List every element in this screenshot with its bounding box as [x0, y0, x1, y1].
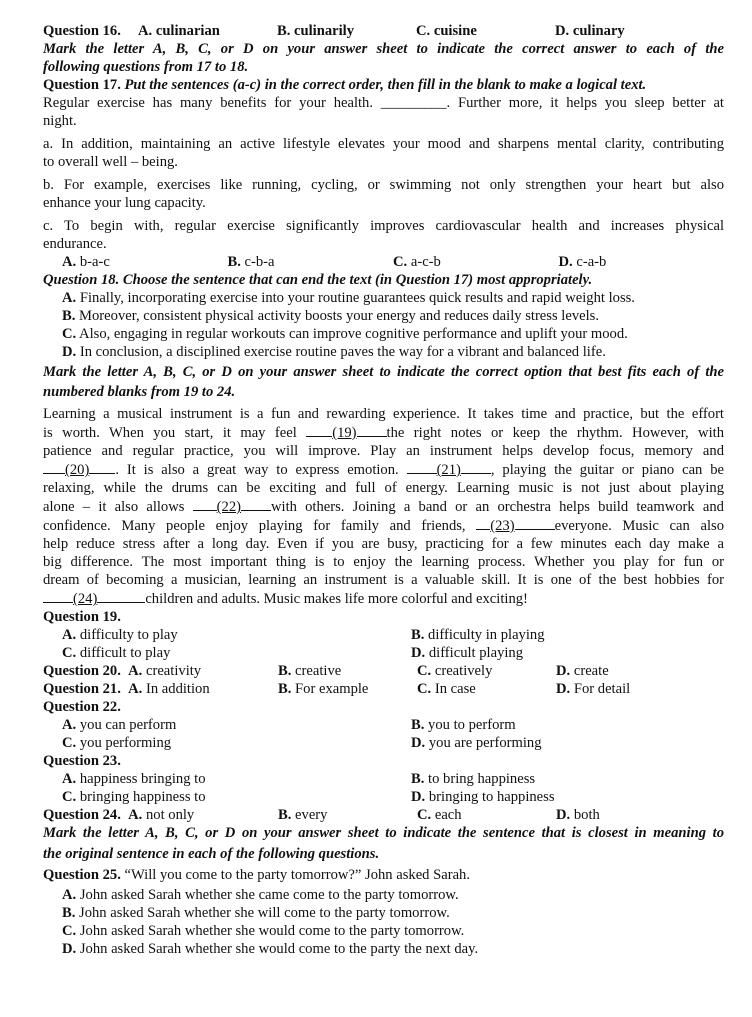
blank-20-post	[89, 460, 115, 474]
option-d: D. difficult playing	[411, 645, 524, 661]
passage-line: dream of becoming a musician, learning an instrument is a valuable skill. It is one of the best hobbies for	[43, 572, 724, 588]
option-b: B. culinarily	[277, 23, 355, 39]
passage-line: help reduce stress after a long day. Even if you are busy, practicing for a few minutes each day make a	[43, 536, 724, 552]
question-label: Question 16.	[43, 23, 121, 39]
passage-line: night.	[43, 113, 77, 129]
option-c: C. you performing	[62, 735, 172, 751]
sentence-b-cont: enhance your lung capacity.	[43, 195, 206, 211]
passage-line: (24) children and adults. Music makes life more colorful and exciting!	[43, 589, 724, 608]
passage-line: alone – it also allows (22) with others. Joining a band or an orchestra helps build teamwork and	[43, 499, 724, 515]
option-b: B. creative	[278, 663, 342, 679]
question-19-options-row1	[43, 626, 724, 644]
question-23-label: Question 23.	[43, 753, 121, 769]
blank-19-post	[357, 423, 387, 437]
sentence-c-cont: endurance.	[43, 236, 107, 252]
question-23-options-row2	[43, 788, 724, 806]
question-22-options-row1	[43, 716, 724, 734]
option-a: A. difficulty to play	[62, 627, 178, 643]
question-label: Question 17.	[43, 77, 121, 93]
instruction-line: the original sentence in each of the following questions.	[43, 846, 380, 862]
blank-24: (24)	[73, 591, 98, 607]
question-label-with-a: Question 21. A. In addition	[43, 681, 210, 697]
passage-line: Regular exercise has many benefits for your health. _________. Further more, it helps you sleep better at	[43, 95, 724, 111]
question-16	[43, 22, 724, 40]
option-c: C. In case	[417, 681, 476, 697]
option-a: A. John asked Sarah whether she came come to the party tomorrow.	[62, 887, 459, 903]
question-17-options	[43, 253, 724, 271]
option-c: C. Also, engaging in regular workouts can improve cognitive performance and uplift your mood.	[62, 326, 628, 342]
option-c: C. John asked Sarah whether she would come to the party tomorrow.	[62, 923, 465, 939]
option-a: A. Finally, incorporating exercise into your routine guarantees quick results and rapid weight loss.	[62, 290, 635, 306]
option-a: A. culinarian	[138, 23, 220, 39]
sentence-c: c. To begin with, regular exercise significantly improves cardiovascular health and increases physical	[43, 218, 724, 234]
option-c: C. each	[417, 807, 462, 823]
blank-20: (20)	[65, 462, 90, 478]
instruction-line: Mark the letter A, B, C, or D on your answer sheet to indicate the sentence that is closest in meaning to	[43, 825, 724, 841]
blank-21: (21)	[436, 462, 461, 478]
question-17-heading	[43, 76, 724, 94]
sentence-b: b. For example, exercises like running, cycling, or swimming not only strengthen your heart but also	[43, 177, 724, 193]
blank-19: (19)	[332, 425, 357, 441]
option-d: D. bringing to happiness	[411, 789, 555, 805]
blank-23-pre	[476, 516, 490, 530]
blank-21-post	[461, 460, 491, 474]
blank-23-post	[515, 516, 555, 530]
passage-line: Learning a musical instrument is a fun and rewarding experience. It takes time and practice, but the effort	[43, 406, 724, 422]
passage-line: confidence. Many people enjoy playing for family and friends, (23) everyone. Music can also	[43, 518, 724, 534]
option-b: B. every	[278, 807, 328, 823]
option-d: D. culinary	[555, 23, 625, 39]
option-d: D. create	[556, 663, 609, 679]
passage-line: patience and regular practice, you will improve. Play an instrument helps develop focus, memory and	[43, 443, 724, 459]
option-b: B. For example	[278, 681, 369, 697]
option-c: C. creatively	[417, 663, 493, 679]
answer-blank: _________	[380, 95, 447, 111]
question-22-label: Question 22.	[43, 699, 121, 715]
sentence-a-cont: to overall well – being.	[43, 154, 178, 170]
blank-20-pre	[43, 460, 65, 474]
question-18-heading: Question 18. Choose the sentence that can end the text (in Question 17) most appropriately.	[43, 272, 593, 288]
option-d: D. In conclusion, a disciplined exercise routine paves the way for a vibrant and balanced life.	[62, 344, 606, 360]
passage-line: (20) . It is also a great way to express emotion. (21) , playing the guitar or piano can be	[43, 460, 724, 479]
passage-line: relaxing, while the drums can be exciting and full of energy. Learning music is not just about playing	[43, 480, 724, 496]
option-b: B. Moreover, consistent physical activity boosts your energy and reduces daily stress levels.	[62, 308, 599, 324]
blank-19-pre	[306, 423, 332, 437]
instruction-line: Mark the letter A, B, C, or D on your answer sheet to indicate the correct option that best fits each of the	[43, 364, 724, 380]
question-25-heading	[43, 866, 724, 884]
question-21	[43, 680, 724, 698]
question-24	[43, 806, 724, 824]
option-a: A. b-a-c	[62, 254, 110, 270]
option-d: D. c-a-b	[558, 254, 607, 270]
question-label-with-a: Question 24. A. not only	[43, 807, 195, 823]
passage-line: is worth. When you start, it may feel (19) the right notes or keep the rhythm. However, with	[43, 425, 724, 441]
option-a: A. happiness bringing to	[62, 771, 206, 787]
blank-23: (23)	[490, 518, 515, 534]
option-c: C. bringing happiness to	[62, 789, 206, 805]
question-label: Question 25.	[43, 867, 121, 883]
blank-22-post	[241, 497, 271, 511]
question-prompt: Put the sentences (a-c) in the correct order, then fill in the blank to make a logical text.	[124, 77, 647, 93]
blank-22-pre	[193, 497, 217, 511]
option-b: B. you to perform	[411, 717, 516, 733]
blank-22: (22)	[216, 499, 241, 515]
option-b: B. c-b-a	[227, 254, 275, 270]
blank-24-pre	[43, 589, 73, 603]
question-20	[43, 662, 724, 680]
blank-24-post	[97, 589, 145, 603]
option-b: B. to bring happiness	[411, 771, 536, 787]
question-19-label: Question 19.	[43, 609, 121, 625]
question-label-with-a: Question 20. A. creativity	[43, 663, 202, 679]
option-c: C. cuisine	[416, 23, 477, 39]
blank-21-pre	[407, 460, 437, 474]
option-c: C. a-c-b	[393, 254, 441, 270]
reading-passage	[43, 405, 724, 608]
option-d: D. For detail	[556, 681, 631, 697]
instruction-line: numbered blanks from 19 to 24.	[43, 384, 236, 400]
option-d: D. you are performing	[411, 735, 542, 751]
instruction-line: Mark the letter A, B, C, or D on your answer sheet to indicate the correct answer to each of the	[43, 41, 724, 57]
question-22-options-row2	[43, 734, 724, 752]
option-d: D. John asked Sarah whether she would come to the party the next day.	[62, 941, 479, 957]
option-a: A. you can perform	[62, 717, 177, 733]
question-19-options-row2	[43, 644, 724, 662]
option-c: C. difficult to play	[62, 645, 171, 661]
question-stem: “Will you come to the party tomorrow?” John asked Sarah.	[120, 867, 471, 883]
question-23-options-row1	[43, 770, 724, 788]
option-b: B. difficulty in playing	[411, 627, 545, 643]
option-d: D. both	[556, 807, 600, 823]
instruction-line: following questions from 17 to 18.	[43, 59, 249, 75]
sentence-a: a. In addition, maintaining an active lifestyle elevates your mood and sharpens mental clarity, contributing	[43, 136, 724, 152]
passage-line: big difference. The most important thing is to enjoy the learning process. Whether you play for fun or	[43, 554, 724, 570]
option-b: B. John asked Sarah whether she will come to the party tomorrow.	[62, 905, 450, 921]
